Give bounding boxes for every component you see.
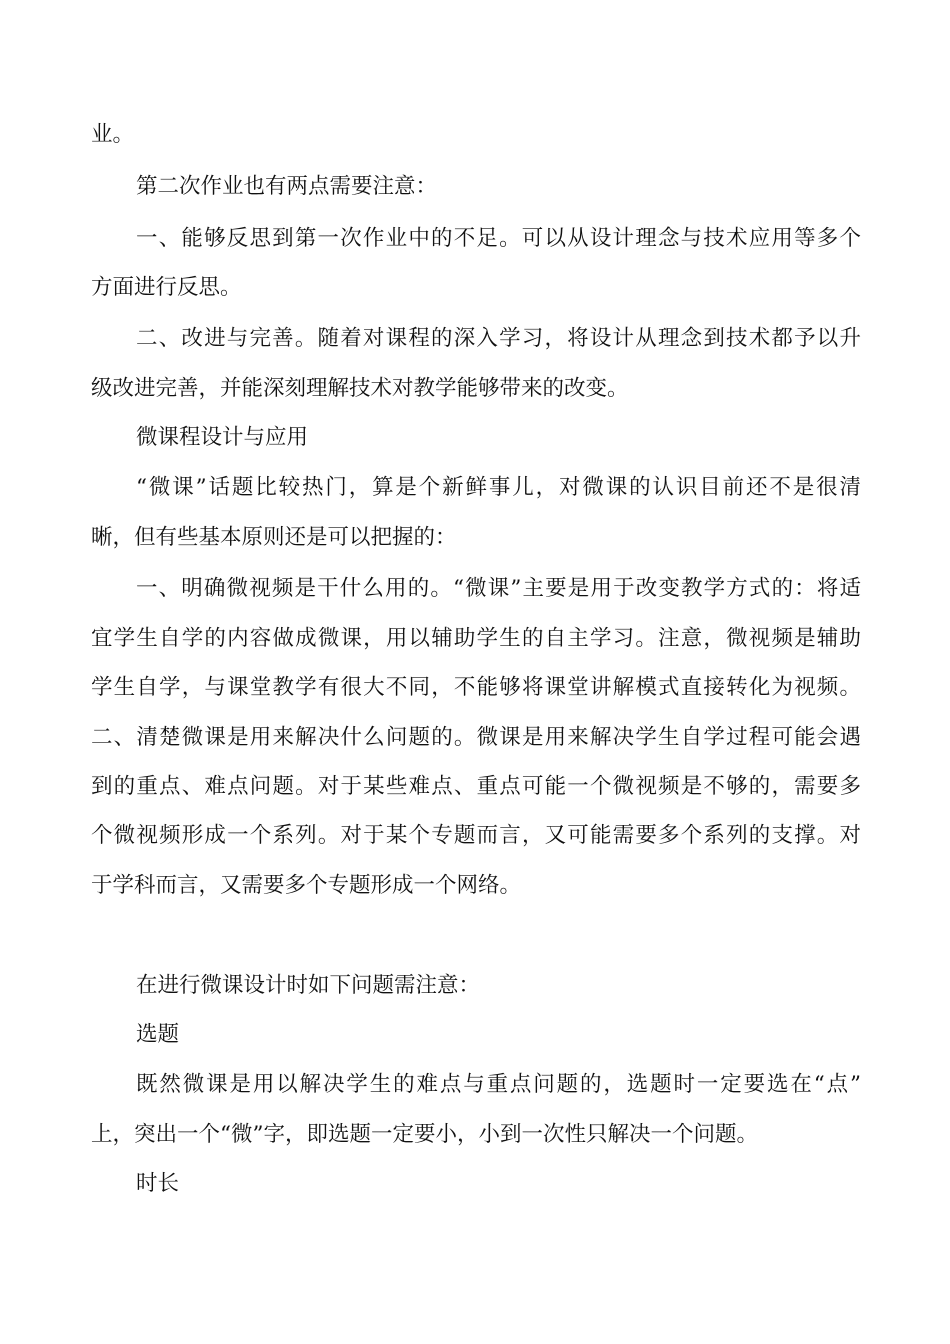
text-line: 一、能够反思到第一次作业中的不足。可以从设计理念与技术应用等多个	[136, 226, 861, 251]
section-heading: 选题	[136, 1022, 180, 1047]
text-line: 一、明确微视频是干什么用的。“微课”主要是用于改变教学方式的：将适	[136, 576, 861, 601]
text-line: 二、清楚微课是用来解决什么问题的。微课是用来解决学生自学过程可能会遇	[91, 725, 861, 750]
text-line: 第二次作业也有两点需要注意：	[136, 174, 438, 199]
text-line: 学生自学，与课堂教学有很大不同，不能够将课堂讲解模式直接转化为视频。	[91, 675, 861, 700]
text-line: 晰，但有些基本原则还是可以把握的：	[91, 525, 457, 550]
text-line: 个微视频形成一个系列。对于某个专题而言，又可能需要多个系列的支撑。对	[91, 823, 861, 848]
text-line: 上，突出一个“微”字，即选题一定要小，小到一次性只解决一个问题。	[91, 1122, 758, 1147]
text-line: 于学科而言，又需要多个专题形成一个网络。	[91, 873, 522, 898]
text-line: 在进行微课设计时如下问题需注意：	[136, 973, 481, 998]
text-line: 业。	[91, 122, 135, 147]
text-line: 宜学生自学的内容做成微课，用以辅助学生的自主学习。注意，微视频是辅助	[91, 626, 861, 651]
text-line: 方面进行反思。	[91, 275, 242, 300]
text-line: 二、改进与完善。随着对课程的深入学习，将设计从理念到技术都予以升	[136, 326, 861, 351]
text-line: 到的重点、难点问题。对于某些难点、重点可能一个微视频是不够的，需要多	[91, 774, 861, 799]
text-line: 级改进完善，并能深刻理解技术对教学能够带来的改变。	[91, 376, 629, 401]
text-line: 既然微课是用以解决学生的难点与重点问题的，选题时一定要选在“点”	[136, 1072, 861, 1097]
section-heading: 微课程设计与应用	[136, 425, 309, 450]
text-line: “微课”话题比较热门，算是个新鲜事儿，对微课的认识目前还不是很清	[136, 475, 861, 500]
section-heading: 时长	[136, 1171, 180, 1196]
